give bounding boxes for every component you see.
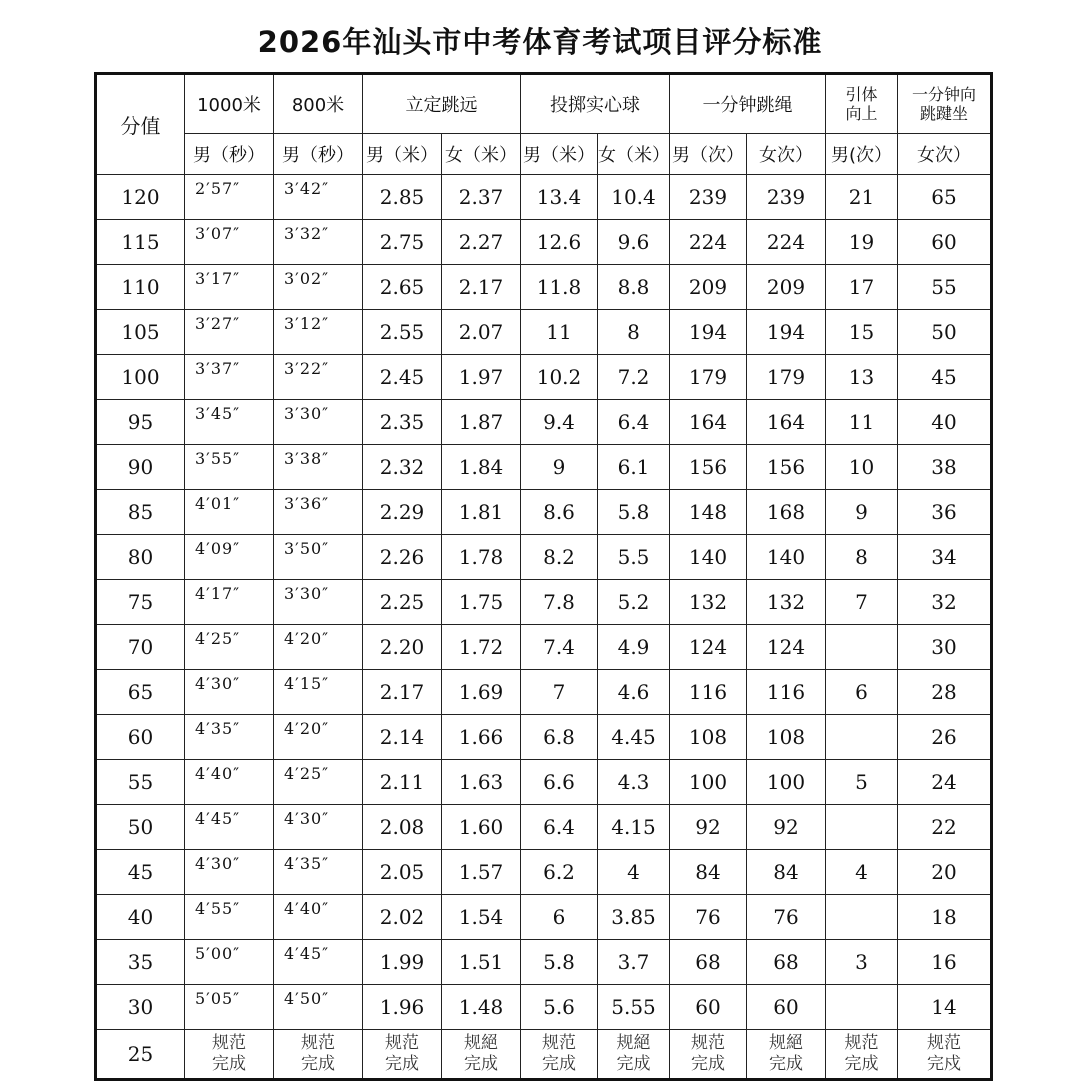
cell-rope-female: 239 [747,175,826,220]
cell-800m-time: 3′12″ [274,310,363,355]
cell-ball-male: 5.6 [521,985,598,1030]
cell-rope-male: 209 [670,265,747,310]
cell-pull-up [826,715,898,760]
cell-standard-completion: 规絕 完成 [747,1030,826,1080]
cell-rope-female: 224 [747,220,826,265]
cell-pull-up: 7 [826,580,898,625]
table-row [96,445,992,490]
cell-1000m-time: 4′25″ [185,625,274,670]
subheader-sit-up: 女次） [898,134,992,175]
cell-800m-time: 3′38″ [274,445,363,490]
subheader-rope-male: 男（次） [670,134,747,175]
table-row [96,220,992,265]
header-sit-up-line1: 一分钟向 [911,85,976,104]
cell-rope-female: 164 [747,400,826,445]
cell-score: 50 [96,805,185,850]
subheader-ball-male: 男（米） [521,134,598,175]
cell-ball-female: 4 [598,850,670,895]
cell-rope-female: 100 [747,760,826,805]
cell-ball-female: 3.85 [598,895,670,940]
cell-sit-up: 36 [898,490,992,535]
cell-800m-time: 3′30″ [274,400,363,445]
cell-1000m-time: 3′55″ [185,445,274,490]
cell-jump-male: 2.14 [363,715,442,760]
cell-jump-male: 2.05 [363,850,442,895]
cell-pull-up: 19 [826,220,898,265]
cell-jump-male: 1.99 [363,940,442,985]
scoring-standard-table [94,72,993,1081]
cell-ball-female: 5.55 [598,985,670,1030]
cell-1000m-time: 3′17″ [185,265,274,310]
cell-ball-male: 6.6 [521,760,598,805]
header-solid-ball-throw: 投掷实心球 [521,74,670,134]
cell-jump-male: 2.20 [363,625,442,670]
cell-800m-time: 4′25″ [274,760,363,805]
cell-rope-female: 60 [747,985,826,1030]
cell-jump-male: 2.08 [363,805,442,850]
cell-standard-completion: 规范 完戍 [898,1030,992,1080]
header-pull-up-line2: 向上 [845,104,878,123]
cell-1000m-time: 5′00″ [185,940,274,985]
cell-jump-female: 1.51 [442,940,521,985]
cell-pull-up: 5 [826,760,898,805]
cell-ball-female: 6.4 [598,400,670,445]
subheader-jump-male: 男（米） [363,134,442,175]
cell-pull-up: 8 [826,535,898,580]
cell-score: 60 [96,715,185,760]
cell-1000m-time: 3′45″ [185,400,274,445]
cell-pull-up: 15 [826,310,898,355]
table-row-final [96,1030,992,1080]
cell-ball-male: 11.8 [521,265,598,310]
cell-jump-male: 2.75 [363,220,442,265]
cell-jump-male: 2.11 [363,760,442,805]
cell-ball-male: 11 [521,310,598,355]
header-standing-long-jump: 立定跳远 [363,74,521,134]
cell-ball-female: 5.8 [598,490,670,535]
header-one-minute-rope: 一分钟跳绳 [670,74,826,134]
header-score: 分值 [96,74,185,175]
cell-jump-female: 1.54 [442,895,521,940]
cell-jump-female: 2.17 [442,265,521,310]
cell-jump-male: 2.02 [363,895,442,940]
header-1000m: 1000米 [185,74,274,134]
table-row [96,895,992,940]
cell-score: 40 [96,895,185,940]
cell-score: 105 [96,310,185,355]
cell-jump-female: 1.84 [442,445,521,490]
cell-score: 90 [96,445,185,490]
table-row [96,580,992,625]
cell-1000m-time: 3′37″ [185,355,274,400]
cell-ball-male: 8.6 [521,490,598,535]
cell-rope-male: 132 [670,580,747,625]
cell-sit-up: 26 [898,715,992,760]
cell-sit-up: 22 [898,805,992,850]
cell-rope-male: 194 [670,310,747,355]
cell-jump-male: 2.85 [363,175,442,220]
table-row [96,355,992,400]
table-row [96,625,992,670]
header-sit-up [898,74,992,134]
header-row [96,74,992,134]
cell-pull-up: 6 [826,670,898,715]
cell-pull-up: 21 [826,175,898,220]
cell-rope-male: 179 [670,355,747,400]
table-row [96,670,992,715]
cell-1000m-time: 4′17″ [185,580,274,625]
cell-standard-completion: 规絕 完成 [442,1030,521,1080]
cell-rope-female: 209 [747,265,826,310]
cell-jump-female: 1.87 [442,400,521,445]
table-row [96,400,992,445]
cell-jump-male: 1.96 [363,985,442,1030]
cell-ball-male: 8.2 [521,535,598,580]
cell-ball-female: 5.5 [598,535,670,580]
cell-rope-female: 116 [747,670,826,715]
cell-800m-time: 4′20″ [274,715,363,760]
cell-score: 115 [96,220,185,265]
header-pull-up [826,74,898,134]
cell-ball-male: 6.2 [521,850,598,895]
cell-rope-female: 156 [747,445,826,490]
cell-jump-female: 1.60 [442,805,521,850]
cell-jump-female: 1.48 [442,985,521,1030]
cell-rope-female: 92 [747,805,826,850]
cell-score: 65 [96,670,185,715]
cell-800m-time: 3′32″ [274,220,363,265]
table-row [96,265,992,310]
cell-1000m-time: 4′01″ [185,490,274,535]
cell-sit-up: 28 [898,670,992,715]
cell-rope-male: 108 [670,715,747,760]
cell-rope-male: 140 [670,535,747,580]
cell-rope-male: 148 [670,490,747,535]
table-row [96,805,992,850]
cell-sit-up: 16 [898,940,992,985]
cell-jump-female: 1.57 [442,850,521,895]
cell-ball-female: 8 [598,310,670,355]
cell-rope-male: 224 [670,220,747,265]
cell-1000m-time: 4′30″ [185,850,274,895]
table-row [96,715,992,760]
table-row [96,760,992,805]
cell-ball-female: 4.9 [598,625,670,670]
cell-sit-up: 32 [898,580,992,625]
cell-jump-female: 1.66 [442,715,521,760]
cell-sit-up: 24 [898,760,992,805]
header-sit-up-line2: 跳踺坐 [919,104,968,123]
cell-ball-male: 5.8 [521,940,598,985]
cell-score: 110 [96,265,185,310]
cell-1000m-time: 5′05″ [185,985,274,1030]
cell-800m-time: 3′30″ [274,580,363,625]
cell-ball-female: 4.3 [598,760,670,805]
cell-1000m-time: 4′09″ [185,535,274,580]
cell-jump-male: 2.45 [363,355,442,400]
cell-ball-male: 7 [521,670,598,715]
cell-rope-male: 92 [670,805,747,850]
cell-standard-completion: 规范 完成 [670,1030,747,1080]
cell-rope-female: 84 [747,850,826,895]
subheader-row [96,134,992,175]
cell-800m-time: 4′35″ [274,850,363,895]
cell-800m-time: 3′02″ [274,265,363,310]
cell-ball-female: 5.2 [598,580,670,625]
cell-1000m-time: 4′40″ [185,760,274,805]
cell-jump-male: 2.26 [363,535,442,580]
cell-jump-female: 1.81 [442,490,521,535]
cell-rope-female: 132 [747,580,826,625]
cell-score: 80 [96,535,185,580]
cell-rope-male: 100 [670,760,747,805]
cell-pull-up: 13 [826,355,898,400]
cell-ball-female: 8.8 [598,265,670,310]
cell-score: 55 [96,760,185,805]
cell-1000m-time: 3′07″ [185,220,274,265]
cell-800m-time: 3′50″ [274,535,363,580]
cell-standard-completion: 规范 完成 [185,1030,274,1080]
cell-score: 45 [96,850,185,895]
cell-jump-female: 1.63 [442,760,521,805]
cell-sit-up: 60 [898,220,992,265]
cell-rope-female: 194 [747,310,826,355]
cell-ball-female: 7.2 [598,355,670,400]
header-pull-up-line1: 引体 [845,85,878,104]
cell-1000m-time: 2′57″ [185,175,274,220]
cell-sit-up: 45 [898,355,992,400]
cell-jump-female: 1.97 [442,355,521,400]
cell-ball-female: 4.45 [598,715,670,760]
cell-800m-time: 3′36″ [274,490,363,535]
cell-rope-male: 76 [670,895,747,940]
cell-sit-up: 14 [898,985,992,1030]
cell-rope-female: 68 [747,940,826,985]
cell-ball-female: 6.1 [598,445,670,490]
cell-sit-up: 40 [898,400,992,445]
cell-rope-male: 116 [670,670,747,715]
cell-pull-up [826,985,898,1030]
cell-score: 35 [96,940,185,985]
cell-800m-time: 3′42″ [274,175,363,220]
cell-jump-male: 2.17 [363,670,442,715]
cell-ball-female: 4.6 [598,670,670,715]
cell-standard-completion: 规范 完成 [521,1030,598,1080]
cell-rope-female: 168 [747,490,826,535]
cell-sit-up: 18 [898,895,992,940]
cell-rope-female: 124 [747,625,826,670]
cell-1000m-time: 3′27″ [185,310,274,355]
subheader-jump-female: 女（米） [442,134,521,175]
cell-score: 85 [96,490,185,535]
table-row [96,985,992,1030]
cell-jump-female: 2.27 [442,220,521,265]
cell-jump-female: 1.72 [442,625,521,670]
cell-sit-up: 38 [898,445,992,490]
cell-ball-male: 9 [521,445,598,490]
cell-pull-up: 9 [826,490,898,535]
cell-800m-time: 4′20″ [274,625,363,670]
table-row [96,490,992,535]
cell-sit-up: 65 [898,175,992,220]
cell-1000m-time: 4′45″ [185,805,274,850]
cell-800m-time: 4′50″ [274,985,363,1030]
cell-score: 95 [96,400,185,445]
cell-ball-male: 7.8 [521,580,598,625]
cell-sit-up: 55 [898,265,992,310]
cell-800m-time: 4′45″ [274,940,363,985]
cell-ball-male: 13.4 [521,175,598,220]
cell-jump-female: 2.37 [442,175,521,220]
cell-sit-up: 34 [898,535,992,580]
subheader-ball-female: 女（米） [598,134,670,175]
table-body [96,175,992,1080]
cell-rope-female: 140 [747,535,826,580]
subheader-1000m: 男（秒） [185,134,274,175]
cell-rope-male: 156 [670,445,747,490]
cell-pull-up [826,895,898,940]
cell-sit-up: 50 [898,310,992,355]
cell-rope-female: 76 [747,895,826,940]
cell-ball-male: 12.6 [521,220,598,265]
table-row [96,850,992,895]
cell-jump-male: 2.55 [363,310,442,355]
cell-ball-female: 3.7 [598,940,670,985]
cell-jump-male: 2.25 [363,580,442,625]
cell-ball-male: 6.4 [521,805,598,850]
cell-jump-male: 2.32 [363,445,442,490]
cell-800m-time: 4′40″ [274,895,363,940]
cell-rope-male: 164 [670,400,747,445]
cell-jump-male: 2.35 [363,400,442,445]
cell-standard-completion: 规絕 完成 [598,1030,670,1080]
cell-rope-male: 68 [670,940,747,985]
cell-score: 120 [96,175,185,220]
subheader-rope-female: 女次） [747,134,826,175]
cell-score: 70 [96,625,185,670]
cell-standard-completion: 规范 完成 [826,1030,898,1080]
cell-800m-time: 4′30″ [274,805,363,850]
cell-800m-time: 3′22″ [274,355,363,400]
cell-pull-up [826,805,898,850]
cell-pull-up: 11 [826,400,898,445]
cell-ball-male: 6 [521,895,598,940]
cell-ball-female: 4.15 [598,805,670,850]
cell-800m-time: 4′15″ [274,670,363,715]
cell-score: 100 [96,355,185,400]
page-title: 2026年汕头市中考体育考试项目评分标准 [257,25,823,59]
cell-jump-female: 1.78 [442,535,521,580]
cell-sit-up: 20 [898,850,992,895]
cell-1000m-time: 4′55″ [185,895,274,940]
table-row [96,310,992,355]
cell-jump-female: 1.75 [442,580,521,625]
cell-ball-male: 9.4 [521,400,598,445]
cell-jump-female: 1.69 [442,670,521,715]
cell-ball-female: 9.6 [598,220,670,265]
cell-standard-completion: 规范 完成 [274,1030,363,1080]
cell-rope-female: 179 [747,355,826,400]
cell-score: 75 [96,580,185,625]
cell-rope-male: 84 [670,850,747,895]
cell-rope-male: 239 [670,175,747,220]
cell-ball-male: 7.4 [521,625,598,670]
cell-score: 25 [96,1030,185,1080]
subheader-pull-up: 男(次） [826,134,898,175]
cell-pull-up: 10 [826,445,898,490]
table-row [96,175,992,220]
table-row [96,535,992,580]
cell-1000m-time: 4′30″ [185,670,274,715]
cell-pull-up: 4 [826,850,898,895]
cell-pull-up [826,625,898,670]
cell-1000m-time: 4′35″ [185,715,274,760]
cell-jump-female: 2.07 [442,310,521,355]
cell-ball-male: 6.8 [521,715,598,760]
cell-score: 30 [96,985,185,1030]
cell-rope-male: 60 [670,985,747,1030]
table-row [96,940,992,985]
subheader-800m: 男（秒） [274,134,363,175]
cell-pull-up: 17 [826,265,898,310]
cell-sit-up: 30 [898,625,992,670]
cell-ball-female: 10.4 [598,175,670,220]
cell-rope-male: 124 [670,625,747,670]
cell-jump-male: 2.65 [363,265,442,310]
cell-rope-female: 108 [747,715,826,760]
cell-standard-completion: 规范 完成 [363,1030,442,1080]
header-800m: 800米 [274,74,363,134]
cell-pull-up: 3 [826,940,898,985]
cell-jump-male: 2.29 [363,490,442,535]
cell-ball-male: 10.2 [521,355,598,400]
